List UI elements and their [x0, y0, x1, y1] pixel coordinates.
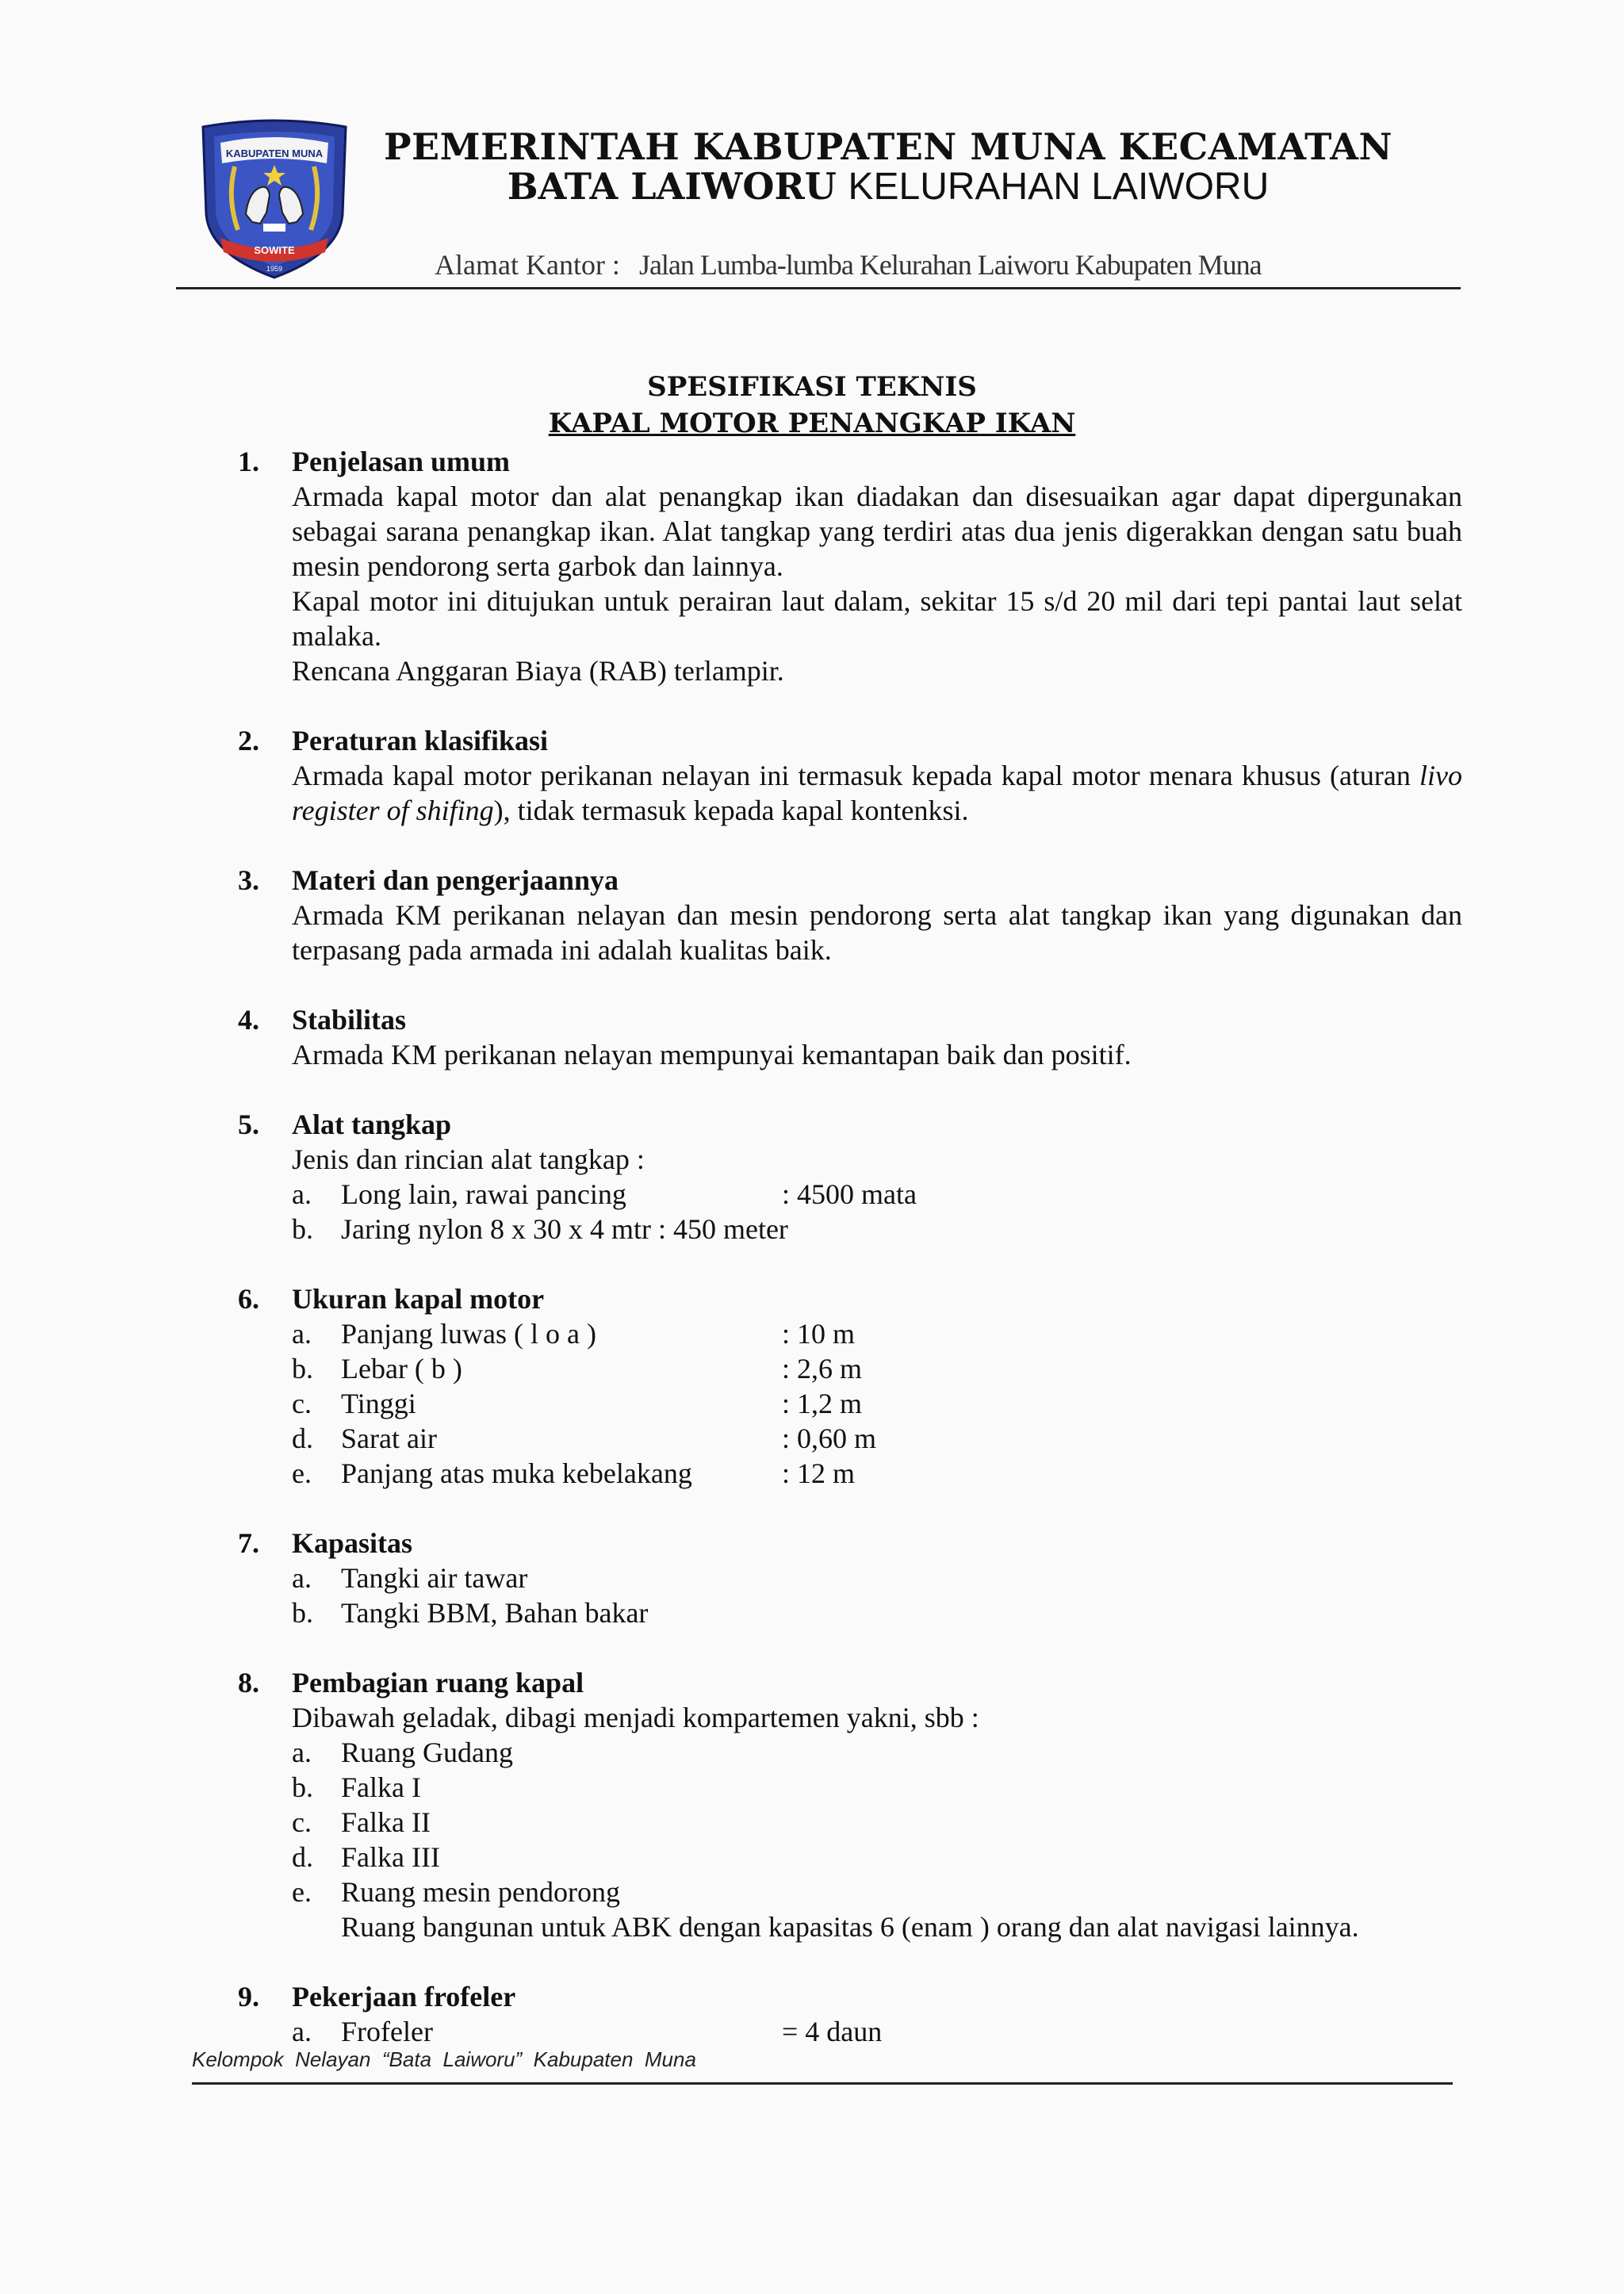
- item-text: Lebar ( b ): [341, 1353, 462, 1384]
- item-letter: d.: [292, 1423, 313, 1454]
- item-letter: a.: [292, 1318, 312, 1350]
- footer-divider: [192, 2082, 1453, 2085]
- paragraph: Armada KM perikanan nelayan dan mesin pendorong serta alat tangkap ikan yang digunakan dan terpasang pada armada ini adalah kualitas baik.: [292, 899, 1462, 966]
- item-text: Ruang mesin pendorong: [341, 1876, 620, 1908]
- list-item: [292, 1735, 1462, 1770]
- emblem-year: 1959: [266, 265, 283, 273]
- section-peraturan-klasifikasi: [238, 723, 1462, 828]
- item-text: Jaring nylon 8 x 30 x 4 mtr : 450 meter: [341, 1213, 788, 1245]
- section-number: 7.: [238, 1527, 259, 1559]
- section-ukuran-kapal: [238, 1281, 1462, 1491]
- document-title: SPESIFIKASI TEKNIS: [647, 371, 977, 403]
- item-value: : 4500 mata: [782, 1178, 917, 1210]
- item-text: Long lain, rawai pancing: [341, 1178, 626, 1210]
- item-text: Falka II: [341, 1806, 431, 1838]
- list-item: [292, 1421, 1462, 1456]
- item-text: Tangki air tawar: [341, 1562, 528, 1594]
- item-text: Panjang luwas ( l o a ): [341, 1318, 596, 1350]
- list-item: [292, 1595, 1462, 1630]
- item-letter: b.: [292, 1771, 313, 1803]
- item-text: Panjang atas muka kebelakang: [341, 1457, 692, 1489]
- letterhead-line-2-sans: KELURAHAN LAIWORU: [848, 166, 1270, 208]
- item-value: : 2,6 m: [782, 1353, 863, 1384]
- list-item: [292, 1805, 1462, 1840]
- list-item: [292, 1875, 1462, 1909]
- item-letter: a.: [292, 1737, 312, 1768]
- section-pekerjaan-frofeler: [238, 1979, 1462, 2049]
- section-title: Pekerjaan frofeler: [292, 1981, 516, 2013]
- list-item: [292, 1456, 1462, 1491]
- paragraph: [292, 758, 1462, 828]
- section-number: 4.: [238, 1004, 259, 1036]
- paragraph: Armada KM perikanan nelayan mempunyai kemantapan baik dan positif.: [292, 1039, 1132, 1070]
- section-number: 3.: [238, 864, 259, 896]
- list-item: [292, 1840, 1462, 1875]
- item-value: : 10 m: [782, 1318, 856, 1350]
- list-intro: Dibawah geladak, dibagi menjadi kompartemen yakni, sbb :: [292, 1702, 979, 1733]
- item-text: Falka III: [341, 1841, 440, 1873]
- item-letter: b.: [292, 1213, 313, 1245]
- letterhead-divider: [176, 287, 1461, 289]
- section-number: 6.: [238, 1283, 259, 1315]
- item-letter: b.: [292, 1597, 313, 1629]
- section-number: 5.: [238, 1109, 259, 1140]
- list-item: [292, 1561, 1462, 1595]
- item-text: Tinggi: [341, 1388, 416, 1419]
- section-number: 8.: [238, 1667, 259, 1698]
- section-number: 9.: [238, 1981, 259, 2013]
- item-value: = 4 daun: [782, 2016, 883, 2047]
- letterhead-line-1: PEMERINTAH KABUPATEN MUNA KECAMATAN: [383, 125, 1393, 168]
- paragraph: Kapal motor ini ditujukan untuk perairan laut dalam, sekitar 15 s/d 20 mil dari tepi pantai laut selat malaka.: [292, 585, 1462, 652]
- section-materi: [238, 863, 1462, 967]
- list-item: [292, 1351, 1462, 1386]
- item-letter: c.: [292, 1806, 312, 1838]
- list-note: Ruang bangunan untuk ABK dengan kapasitas 6 (enam ) orang dan alat navigasi lainnya.: [341, 1911, 1359, 1943]
- item-letter: a.: [292, 1562, 312, 1594]
- section-title: Kapasitas: [292, 1527, 413, 1559]
- item-text: Falka I: [341, 1771, 421, 1803]
- list-item: [292, 1212, 1462, 1247]
- emblem-banner-text: SOWITE: [254, 244, 295, 256]
- section-title: Alat tangkap: [292, 1109, 452, 1140]
- list-item: [292, 1386, 1462, 1421]
- address-label: Alamat Kantor :: [435, 249, 620, 281]
- item-value: : 0,60 m: [782, 1423, 877, 1454]
- emblem-top-text: KABUPATEN MUNA: [225, 147, 324, 159]
- office-address: [435, 247, 1262, 282]
- item-text: Sarat air: [341, 1423, 437, 1454]
- list-intro: Jenis dan rincian alat tangkap :: [292, 1143, 645, 1175]
- item-text: Tangki BBM, Bahan bakar: [341, 1597, 649, 1629]
- document-body: [238, 444, 1462, 2084]
- paragraph-text: ), tidak termasuk kepada kapal kontenksi.: [493, 795, 969, 826]
- paragraph: Rencana Anggaran Biaya (RAB) terlampir.: [292, 655, 784, 687]
- item-letter: d.: [292, 1841, 313, 1873]
- item-value: : 12 m: [782, 1457, 856, 1489]
- list-item: [292, 1770, 1462, 1805]
- item-letter: e.: [292, 1457, 312, 1489]
- letterhead-line-2-bold: BATA LAIWORU: [507, 165, 837, 208]
- list-item: [292, 1316, 1462, 1351]
- section-title: Stabilitas: [292, 1004, 407, 1036]
- section-kapasitas: [238, 1526, 1462, 1630]
- item-text: Frofeler: [341, 2016, 433, 2047]
- section-stabilitas: [238, 1002, 1462, 1072]
- item-letter: e.: [292, 1876, 312, 1908]
- section-title: Peraturan klasifikasi: [292, 725, 549, 756]
- section-title: Materi dan pengerjaannya: [292, 864, 619, 896]
- section-title: Pembagian ruang kapal: [292, 1667, 584, 1698]
- item-letter: a.: [292, 1178, 312, 1210]
- document-subtitle: KAPAL MOTOR PENANGKAP IKAN: [548, 408, 1076, 439]
- section-alat-tangkap: [238, 1107, 1462, 1247]
- section-number: 1.: [238, 446, 259, 477]
- item-value: : 1,2 m: [782, 1388, 863, 1419]
- item-letter: c.: [292, 1388, 312, 1419]
- item-text: Ruang Gudang: [341, 1737, 513, 1768]
- paragraph-italic: livo register of shifing: [292, 760, 1462, 826]
- letterhead-line-2: [301, 165, 1475, 209]
- page-footer: Kelompok Nelayan “Bata Laiworu” Kabupaten Muna: [192, 2047, 696, 2071]
- section-title: Penjelasan umum: [292, 446, 511, 477]
- section-penjelasan-umum: [238, 444, 1462, 688]
- address-value: Jalan Lumba-lumba Kelurahan Laiworu Kabupaten Muna: [638, 249, 1262, 281]
- section-title: Ukuran kapal motor: [292, 1283, 545, 1315]
- paragraph: Armada kapal motor dan alat penangkap ikan diadakan dan disesuaikan agar dapat dipergunakan sebagai sarana penangkap ikan. Alat tangkap yang terdiri atas dua jenis digerakkan dengan satu buah mesin pendorong serta garbok dan lainnya.: [292, 481, 1462, 582]
- item-letter: a.: [292, 2016, 312, 2047]
- section-pembagian-ruang: [238, 1665, 1462, 1944]
- item-letter: b.: [292, 1353, 313, 1384]
- list-item: [292, 1177, 1462, 1212]
- paragraph-text: Armada kapal motor perikanan nelayan ini termasuk kepada kapal motor menara khusus (aturan: [292, 760, 1420, 791]
- list-item: [292, 2014, 1462, 2049]
- section-number: 2.: [238, 725, 259, 756]
